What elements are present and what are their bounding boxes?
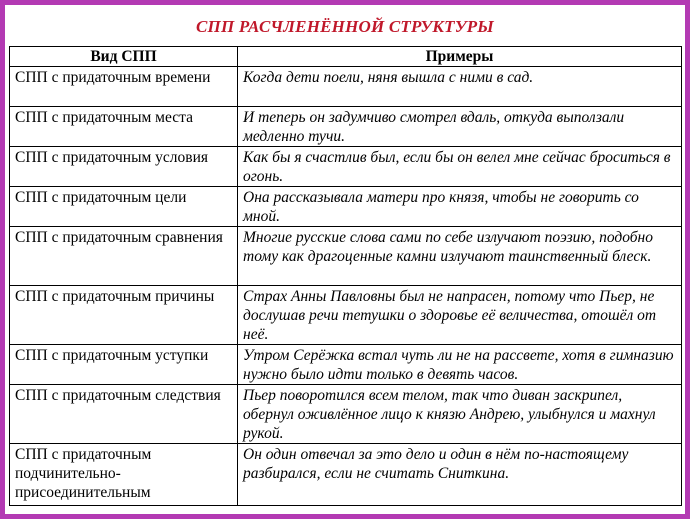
spp-type-cell: СПП с придаточным следствия — [10, 385, 238, 444]
example-cell: Как бы я счастлив был, если бы он велел мне сейчас броситься в огонь. — [238, 147, 682, 187]
table-row — [10, 227, 682, 286]
spp-type-cell: СПП с придаточным места — [10, 107, 238, 147]
page-title: СПП РАСЧЛЕНЁННОЙ СТРУКТУРЫ — [196, 17, 494, 36]
table-row — [10, 345, 682, 385]
table-row — [10, 147, 682, 187]
example-cell: Он один отвечал за это дело и один в нём по-настоящему разбирался, если не считать Сниткина. — [238, 444, 682, 506]
spp-type-cell: СПП с придаточным времени — [10, 67, 238, 107]
spp-type-cell: СПП с придаточным условия — [10, 147, 238, 187]
table-row — [10, 286, 682, 345]
example-cell: Страх Анны Павловны был не напрасен, потому что Пьер, не дослушав речи тетушки о здоровье её величества, отошёл от неё. — [238, 286, 682, 345]
example-cell: И теперь он задумчиво смотрел вдаль, откуда выползали медленно тучи. — [238, 107, 682, 147]
spp-table — [9, 46, 682, 506]
table-row — [10, 444, 682, 506]
example-cell: Когда дети поели, няня вышла с ними в сад. — [238, 67, 682, 107]
spp-type-cell: СПП с придаточным сравнения — [10, 227, 238, 286]
table-row — [10, 107, 682, 147]
column-header-type: Вид СПП — [10, 47, 238, 67]
table-row — [10, 67, 682, 107]
example-cell: Многие русские слова сами по себе излучают поэзию, подобно тому как драгоценные камни излучают таинственный блеск. — [238, 227, 682, 286]
table-row — [10, 385, 682, 444]
column-header-examples: Примеры — [238, 47, 682, 67]
table-row — [10, 187, 682, 227]
spp-type-cell: СПП с придаточным цели — [10, 187, 238, 227]
example-cell: Пьер поворотился всем телом, так что диван заскрипел, обернул оживлённое лицо к князю Андрею, улыбнулся и махнул рукой. — [238, 385, 682, 444]
spp-type-cell: СПП с придаточным уступки — [10, 345, 238, 385]
spp-type-cell: СПП с придаточным причины — [10, 286, 238, 345]
table-header-row — [10, 47, 682, 67]
example-cell: Утром Серёжка встал чуть ли не на рассвете, хотя в гимназию нужно было идти только в девять часов. — [238, 345, 682, 385]
example-cell: Она рассказывала матери про князя, чтобы не говорить со мной. — [238, 187, 682, 227]
spp-type-cell: СПП с придаточным подчинительно-присоединительным — [10, 444, 238, 506]
